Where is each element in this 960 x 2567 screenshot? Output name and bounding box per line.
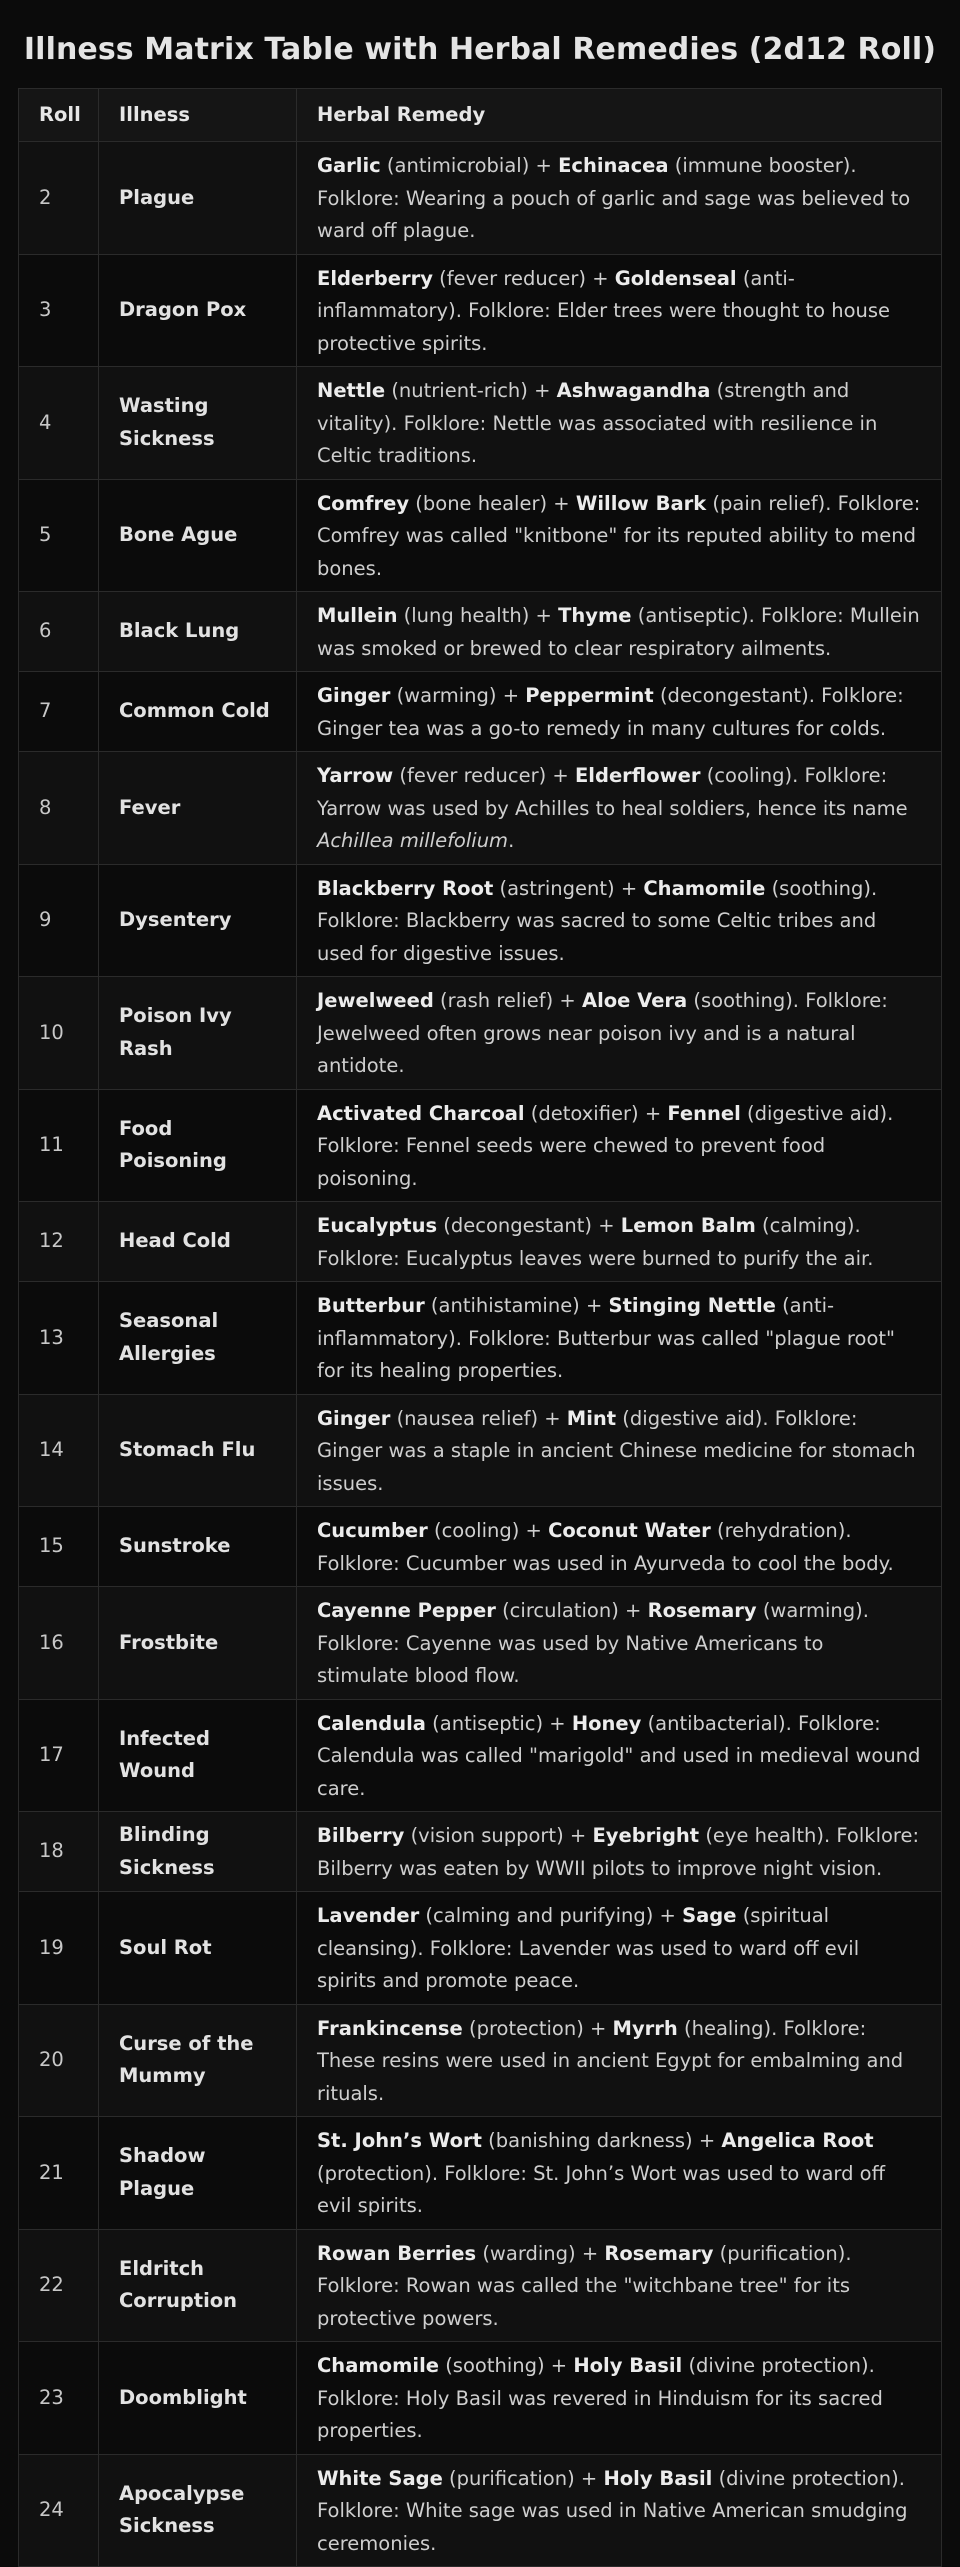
illness-cell: Dysentery bbox=[99, 864, 297, 977]
table-row bbox=[19, 1394, 942, 1507]
herb-primary-note: (fever reducer) + bbox=[439, 266, 609, 290]
herb-primary: Cucumber bbox=[317, 1519, 428, 1542]
remedy-cell bbox=[297, 2342, 942, 2455]
herb-primary: Nettle bbox=[317, 379, 386, 402]
illness-cell: Wasting Sickness bbox=[99, 367, 297, 480]
folklore-text: (digestive aid). Folklore: Fennel seeds were chewed to prevent food poisoning. bbox=[317, 1101, 894, 1190]
folklore-text: (cooling). Folklore: Yarrow was used by Achilles to heal soldiers, hence its name bbox=[317, 764, 908, 820]
illness-cell: Infected Wound bbox=[99, 1699, 297, 1812]
herb-primary: Yarrow bbox=[317, 764, 394, 787]
table-row bbox=[19, 2117, 942, 2230]
punctuation: . bbox=[508, 829, 515, 852]
folklore-text: (strength and vitality). Folklore: Nettle was associated with resilience in Celtic traditions. bbox=[317, 379, 878, 467]
herb-secondary: Rosemary bbox=[647, 1599, 757, 1622]
remedy-cell bbox=[297, 1202, 942, 1282]
folklore-text: (divine protection). Folklore: White sage was used in Native American smudging ceremonies. bbox=[317, 2466, 908, 2555]
illness-cell: Common Cold bbox=[99, 672, 297, 752]
table-row bbox=[19, 1587, 942, 1700]
herb-primary-note: (nausea relief) + bbox=[396, 1406, 561, 1430]
herb-secondary: Myrrh bbox=[612, 2016, 678, 2040]
table-row bbox=[19, 2454, 942, 2567]
roll-cell: 11 bbox=[19, 1089, 99, 1202]
table-row bbox=[19, 1202, 942, 1282]
herb-primary: Chamomile bbox=[317, 2354, 439, 2377]
roll-cell: 3 bbox=[19, 254, 99, 367]
folklore-text: (anti-inflammatory). Folklore: Butterbur was called "plague root" for its healing properties. bbox=[317, 1294, 895, 1382]
herb-primary-note: (antimicrobial) + bbox=[386, 154, 552, 177]
illness-cell: Curse of the Mummy bbox=[99, 2004, 297, 2117]
folklore-text: (antibacterial). Folklore: Calendula was called "marigold" and used in medieval wound care. bbox=[317, 1711, 921, 1800]
herb-primary-note: (nutrient-rich) + bbox=[391, 379, 551, 402]
herb-secondary: Elderflower bbox=[574, 764, 701, 787]
herb-primary-note: (detoxifier) + bbox=[530, 1101, 662, 1125]
herb-secondary: Stinging Nettle bbox=[608, 1294, 776, 1317]
herb-secondary: Willow Bark bbox=[575, 491, 707, 515]
herb-primary-note: (rash relief) + bbox=[440, 989, 576, 1012]
remedy-cell bbox=[297, 752, 942, 865]
folklore-text: (pain relief). Folklore: Comfrey was called "knitbone" for its reputed ability to mend bones. bbox=[317, 491, 921, 580]
herb-primary: Activated Charcoal bbox=[317, 1101, 525, 1125]
herb-primary-note: (antiseptic) + bbox=[432, 1711, 566, 1735]
roll-cell: 12 bbox=[19, 1202, 99, 1282]
herb-primary-note: (antihistamine) + bbox=[430, 1294, 603, 1317]
herb-secondary: Thyme bbox=[558, 604, 632, 627]
folklore-text: (warming). Folklore: Cayenne was used by Native Americans to stimulate blood flow. bbox=[317, 1599, 869, 1687]
herb-secondary: Lemon Balm bbox=[620, 1214, 756, 1237]
herb-primary-note: (vision support) + bbox=[410, 1824, 587, 1847]
illness-cell: Food Poisoning bbox=[99, 1089, 297, 1202]
header-remedy: Herbal Remedy bbox=[297, 89, 942, 142]
herb-secondary: Aloe Vera bbox=[581, 989, 688, 1012]
table-row bbox=[19, 2004, 942, 2117]
illness-cell: Frostbite bbox=[99, 1587, 297, 1700]
illness-cell: Plague bbox=[99, 142, 297, 255]
illness-cell: Eldritch Corruption bbox=[99, 2229, 297, 2342]
roll-cell: 4 bbox=[19, 367, 99, 480]
remedy-cell bbox=[297, 864, 942, 977]
herb-primary: Mullein bbox=[317, 604, 398, 627]
herb-secondary: Holy Basil bbox=[603, 2466, 713, 2490]
herb-primary-note: (cooling) + bbox=[433, 1519, 542, 1542]
table-row bbox=[19, 1699, 942, 1812]
remedy-cell bbox=[297, 592, 942, 672]
illness-cell: Bone Ague bbox=[99, 479, 297, 592]
table-row bbox=[19, 977, 942, 1090]
herb-primary: Eucalyptus bbox=[317, 1214, 438, 1237]
illness-cell: Shadow Plague bbox=[99, 2117, 297, 2230]
illness-cell: Stomach Flu bbox=[99, 1394, 297, 1507]
remedy-cell bbox=[297, 1394, 942, 1507]
roll-cell: 14 bbox=[19, 1394, 99, 1507]
herb-primary-note: (bone healer) + bbox=[415, 491, 570, 515]
table-body bbox=[19, 142, 942, 2567]
herb-secondary: Eyebright bbox=[592, 1824, 700, 1847]
folklore-text: (immune booster). Folklore: Wearing a pouch of garlic and sage was believed to ward off plague. bbox=[317, 154, 911, 242]
roll-cell: 18 bbox=[19, 1812, 99, 1892]
herb-secondary: Goldenseal bbox=[614, 266, 737, 290]
illness-cell: Doomblight bbox=[99, 2342, 297, 2455]
herb-secondary: Angelica Root bbox=[721, 2129, 874, 2152]
roll-cell: 6 bbox=[19, 592, 99, 672]
herb-secondary: Rosemary bbox=[604, 2241, 714, 2265]
herb-primary: Ginger bbox=[317, 1406, 391, 1430]
roll-cell: 23 bbox=[19, 2342, 99, 2455]
roll-cell: 22 bbox=[19, 2229, 99, 2342]
herb-secondary: Chamomile bbox=[643, 876, 766, 900]
table-row bbox=[19, 479, 942, 592]
remedy-cell bbox=[297, 2229, 942, 2342]
herb-secondary: Fennel bbox=[667, 1101, 741, 1125]
table-row bbox=[19, 254, 942, 367]
table-row bbox=[19, 1892, 942, 2005]
herb-primary: Rowan Berries bbox=[317, 2241, 477, 2265]
herb-primary-note: (warding) + bbox=[482, 2241, 599, 2265]
illness-cell: Black Lung bbox=[99, 592, 297, 672]
folklore-text: (protection). Folklore: St. John’s Wort was used to ward off evil spirits. bbox=[317, 2161, 886, 2217]
table-row bbox=[19, 864, 942, 977]
herb-secondary: Ashwagandha bbox=[556, 379, 711, 402]
folklore-text: (rehydration). Folklore: Cucumber was used in Ayurveda to cool the body. bbox=[317, 1519, 894, 1575]
remedy-cell bbox=[297, 1507, 942, 1587]
remedy-cell bbox=[297, 254, 942, 367]
illness-cell: Dragon Pox bbox=[99, 254, 297, 367]
roll-cell: 10 bbox=[19, 977, 99, 1090]
herb-primary-note: (soothing) + bbox=[445, 2354, 568, 2377]
herb-primary-note: (fever reducer) + bbox=[399, 764, 569, 787]
table-header-row bbox=[19, 89, 942, 142]
roll-cell: 13 bbox=[19, 1282, 99, 1395]
herb-primary-note: (purification) + bbox=[449, 2466, 598, 2490]
remedy-cell bbox=[297, 2004, 942, 2117]
herb-primary: Bilberry bbox=[317, 1824, 405, 1847]
table-row bbox=[19, 2342, 942, 2455]
table-row bbox=[19, 367, 942, 480]
herb-primary: Blackberry Root bbox=[317, 876, 494, 900]
folklore-text: (purification). Folklore: Rowan was called the "witchbane tree" for its protective powers. bbox=[317, 2241, 852, 2330]
herb-primary-note: (astringent) + bbox=[499, 876, 638, 900]
illness-cell: Soul Rot bbox=[99, 1892, 297, 2005]
illness-cell: Apocalypse Sickness bbox=[99, 2454, 297, 2567]
herb-primary: Frankincense bbox=[317, 2016, 463, 2040]
header-roll: Roll bbox=[19, 89, 99, 142]
herb-secondary: Holy Basil bbox=[573, 2354, 683, 2377]
herb-primary: Calendula bbox=[317, 1711, 426, 1735]
illness-cell: Poison Ivy Rash bbox=[99, 977, 297, 1090]
remedy-cell bbox=[297, 2454, 942, 2567]
folklore-text: (soothing). Folklore: Blackberry was sacred to some Celtic tribes and used for digestive issues. bbox=[317, 876, 878, 965]
herb-primary: Elderberry bbox=[317, 266, 433, 290]
folklore-text: (eye health). Folklore: Bilberry was eaten by WWII pilots to improve night vision. bbox=[317, 1824, 920, 1880]
illness-cell: Sunstroke bbox=[99, 1507, 297, 1587]
remedy-cell bbox=[297, 1282, 942, 1395]
illness-cell: Blinding Sickness bbox=[99, 1812, 297, 1892]
herb-secondary: Honey bbox=[571, 1711, 642, 1735]
table-row bbox=[19, 592, 942, 672]
folklore-text: (antiseptic). Folklore: Mullein was smoked or brewed to clear respiratory ailments. bbox=[317, 604, 920, 660]
folklore-text: (divine protection). Folklore: Holy Basil was revered in Hinduism for its sacred properties. bbox=[317, 2354, 883, 2442]
table-row bbox=[19, 142, 942, 255]
folklore-text: (digestive aid). Folklore: Ginger was a staple in ancient Chinese medicine for stomach issues. bbox=[317, 1406, 916, 1495]
remedy-cell bbox=[297, 1089, 942, 1202]
herb-primary-note: (lung health) + bbox=[403, 604, 552, 627]
roll-cell: 8 bbox=[19, 752, 99, 865]
herb-primary: Garlic bbox=[317, 154, 381, 177]
folklore-text: (spiritual cleansing). Folklore: Lavender was used to ward off evil spirits and promote peace. bbox=[317, 1904, 860, 1992]
herb-primary-note: (decongestant) + bbox=[443, 1214, 615, 1237]
remedy-cell bbox=[297, 1699, 942, 1812]
table-row bbox=[19, 2229, 942, 2342]
herb-secondary: Peppermint bbox=[525, 684, 654, 707]
remedy-cell bbox=[297, 2117, 942, 2230]
table-row bbox=[19, 1507, 942, 1587]
herb-primary: White Sage bbox=[317, 2466, 443, 2490]
illness-cell: Fever bbox=[99, 752, 297, 865]
roll-cell: 9 bbox=[19, 864, 99, 977]
remedy-cell bbox=[297, 1892, 942, 2005]
folklore-text: (decongestant). Folklore: Ginger tea was a go-to remedy in many cultures for colds. bbox=[317, 684, 904, 740]
herb-secondary: Mint bbox=[566, 1406, 617, 1430]
herb-primary: Jewelweed bbox=[317, 989, 434, 1012]
herb-primary-note: (warming) + bbox=[396, 684, 520, 707]
herb-primary-note: (protection) + bbox=[468, 2016, 607, 2040]
roll-cell: 15 bbox=[19, 1507, 99, 1587]
illness-cell: Seasonal Allergies bbox=[99, 1282, 297, 1395]
herb-primary: Cayenne Pepper bbox=[317, 1599, 496, 1622]
remedy-cell bbox=[297, 977, 942, 1090]
page-title: Illness Matrix Table with Herbal Remedies (2d12 Roll) bbox=[23, 32, 937, 67]
herb-primary: St. John’s Wort bbox=[317, 2129, 482, 2152]
herb-primary: Comfrey bbox=[317, 491, 410, 515]
roll-cell: 20 bbox=[19, 2004, 99, 2117]
herb-secondary: Coconut Water bbox=[548, 1519, 711, 1542]
herb-primary: Butterbur bbox=[317, 1294, 425, 1317]
roll-cell: 2 bbox=[19, 142, 99, 255]
folklore-text: (healing). Folklore: These resins were used in ancient Egypt for embalming and rituals. bbox=[317, 2016, 904, 2105]
table-row bbox=[19, 1089, 942, 1202]
remedy-cell bbox=[297, 367, 942, 480]
remedy-cell bbox=[297, 1587, 942, 1700]
roll-cell: 19 bbox=[19, 1892, 99, 2005]
folklore-text: (anti-inflammatory). Folklore: Elder trees were thought to house protective spirits. bbox=[317, 266, 891, 355]
roll-cell: 5 bbox=[19, 479, 99, 592]
illness-table bbox=[18, 88, 942, 2567]
table-row bbox=[19, 1282, 942, 1395]
herb-primary-note: (circulation) + bbox=[502, 1599, 642, 1622]
header-illness: Illness bbox=[99, 89, 297, 142]
remedy-cell bbox=[297, 142, 942, 255]
table-row bbox=[19, 1812, 942, 1892]
herb-secondary: Echinacea bbox=[558, 154, 669, 177]
herb-primary-note: (banishing darkness) + bbox=[488, 2129, 716, 2152]
remedy-cell bbox=[297, 479, 942, 592]
herb-primary-note: (calming and purifying) + bbox=[425, 1904, 676, 1927]
table-row bbox=[19, 752, 942, 865]
roll-cell: 17 bbox=[19, 1699, 99, 1812]
roll-cell: 21 bbox=[19, 2117, 99, 2230]
table-row bbox=[19, 672, 942, 752]
herb-primary: Ginger bbox=[317, 684, 391, 707]
folklore-text: (soothing). Folklore: Jewelweed often grows near poison ivy and is a natural antidote. bbox=[317, 989, 888, 1077]
remedy-cell bbox=[297, 672, 942, 752]
remedy-cell bbox=[297, 1812, 942, 1892]
illness-cell: Head Cold bbox=[99, 1202, 297, 1282]
roll-cell: 16 bbox=[19, 1587, 99, 1700]
roll-cell: 7 bbox=[19, 672, 99, 752]
herb-secondary: Sage bbox=[682, 1904, 737, 1927]
folklore-text: (calming). Folklore: Eucalyptus leaves were burned to purify the air. bbox=[317, 1214, 874, 1270]
herb-primary: Lavender bbox=[317, 1904, 420, 1927]
roll-cell: 24 bbox=[19, 2454, 99, 2567]
latin-name: Achillea millefolium bbox=[317, 829, 509, 852]
